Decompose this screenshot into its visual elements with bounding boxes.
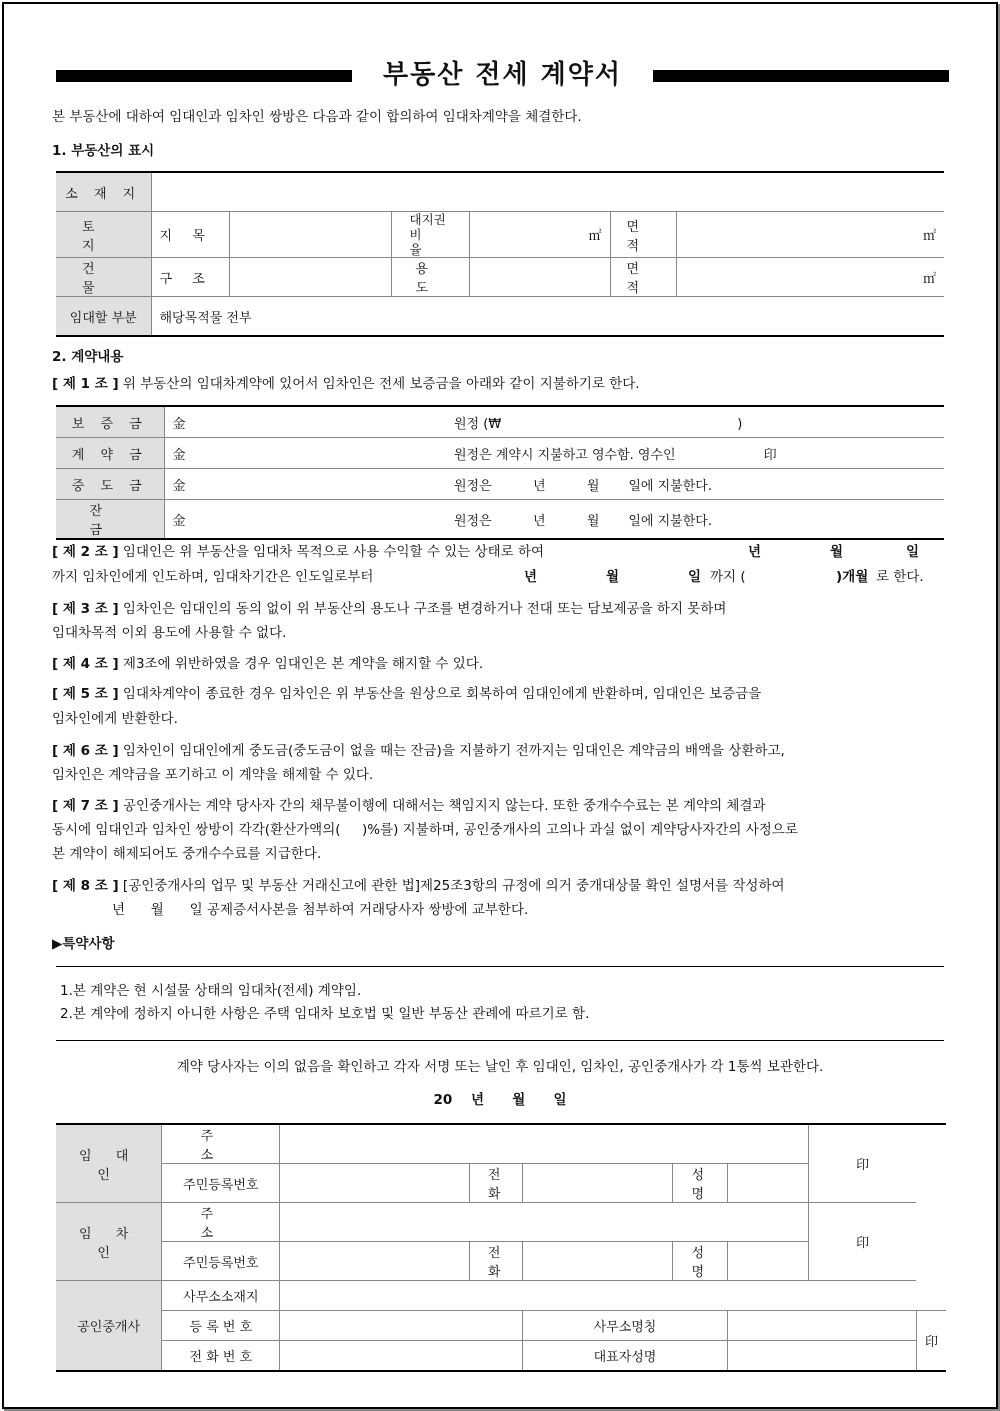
- article-4: [52, 656, 483, 673]
- divider: [56, 966, 944, 967]
- article-8-tag: [ 제 8 조 ]: [52, 878, 119, 894]
- title-row: [56, 58, 949, 92]
- lessor-address-label: 주 소: [162, 1124, 280, 1164]
- term-end-month: 월: [606, 569, 620, 585]
- office-address-label: 사무소소재지: [162, 1281, 280, 1311]
- payment-row: [56, 438, 944, 469]
- lessor-phone-label: 전 화: [470, 1164, 523, 1203]
- interim-payment-label: 중 도 금: [56, 469, 164, 500]
- lessee-name-label: 성 명: [672, 1242, 727, 1281]
- page-title: 부동산 전세 계약서: [382, 60, 623, 90]
- structure-value[interactable]: [229, 258, 391, 297]
- deposit-text: [446, 406, 944, 438]
- deposit-text-tail: ): [737, 416, 743, 432]
- payment-row: [56, 406, 944, 438]
- location-label: 소 재 지: [56, 172, 151, 212]
- article-7-line1: [52, 798, 766, 815]
- term-end-year: 년: [524, 569, 538, 585]
- lessor-name-value[interactable]: [727, 1164, 808, 1203]
- lessee-address-label: 주 소: [162, 1203, 280, 1242]
- land-type-value[interactable]: [229, 212, 391, 258]
- office-address-value[interactable]: [280, 1281, 917, 1311]
- article-7-text1: 공인중개사는 계약 당사자 간의 채무불이행에 대해서는 책임지지 않는다. 또한 중개수수료는 본 계약의 체결과: [122, 798, 766, 814]
- lessee-seal: 印: [808, 1203, 916, 1281]
- article-5-tag: [ 제 5 조 ]: [52, 686, 119, 702]
- land-area-label: 면 적: [610, 212, 676, 258]
- term-end-day: 일: [688, 569, 702, 585]
- lessor-address-value[interactable]: [280, 1124, 808, 1164]
- article-2-tag: [ 제 2 조 ]: [52, 544, 119, 560]
- office-phone-value[interactable]: [280, 1341, 523, 1372]
- lessee-name-value[interactable]: [727, 1242, 808, 1281]
- intro-text: 본 부동산에 대하여 임대인과 임차인 쌍방은 다음과 같이 합의하여 임대차계약을 체결한다.: [52, 109, 582, 125]
- broker-label: 공인중개사: [56, 1281, 162, 1372]
- divider: [56, 1040, 944, 1041]
- building-area-unit: ㎡: [922, 271, 936, 287]
- handover-month: 월: [830, 544, 844, 560]
- office-name-value[interactable]: [727, 1311, 916, 1341]
- contract-fee-amount[interactable]: 金: [164, 438, 446, 469]
- building-area-value[interactable]: [676, 258, 944, 297]
- lessor-phone-value[interactable]: [523, 1164, 673, 1203]
- land-ratio-value[interactable]: [469, 212, 610, 258]
- land-type-label: 지 목: [151, 212, 229, 258]
- land-area-unit: ㎡: [922, 229, 936, 244]
- special-term-2: 2.본 계약에 정하지 아니한 사항은 주택 임대차 보호법 및 일반 부동산 관례에 따르기로 함.: [60, 1006, 590, 1022]
- lessor-label: 임 대 인: [56, 1124, 162, 1203]
- structure-label: 구 조: [151, 258, 229, 297]
- payment-table: [56, 405, 944, 540]
- contract-fee-label: 계 약 금: [56, 438, 164, 469]
- payment-row: [56, 469, 944, 500]
- article-6-line1: [52, 743, 785, 760]
- article-4-text1: 제3조에 위반하였을 경우 임대인은 본 계약을 해지할 수 있다.: [122, 656, 484, 672]
- office-phone-label: 전 화 번 호: [162, 1341, 280, 1372]
- land-ratio-unit: ㎡: [588, 229, 602, 244]
- special-term-1: 1.본 계약은 현 시설물 상태의 임대차(전세) 계약임.: [60, 983, 362, 999]
- office-name-label: 사무소명칭: [523, 1311, 728, 1341]
- contract-date: 20 년 월 일: [433, 1092, 567, 1108]
- section2-heading: 2. 계약내용: [52, 349, 124, 365]
- deposit-amount[interactable]: 金: [164, 406, 446, 438]
- article-8-text1: [공인중개사의 업무 및 부동산 거래신고에 관한 법]제25조3항의 규정에 의거 중개대상물 확인 설명서를 작성하여: [122, 878, 785, 894]
- article-3-tag: [ 제 3 조 ]: [52, 601, 119, 617]
- article-2-text2: 까지 임차인에게 인도하며, 임대차기간은 인도일로부터: [52, 569, 374, 585]
- article-6-tag: [ 제 6 조 ]: [52, 743, 119, 759]
- article-3-line1: [52, 601, 726, 618]
- lessor-id-value[interactable]: [280, 1164, 470, 1203]
- article-2-line1: [52, 544, 544, 561]
- lessor-id-label: 주민등록번호: [162, 1164, 280, 1203]
- lessor-name-label: 성 명: [672, 1164, 727, 1203]
- land-area-value[interactable]: [676, 212, 944, 258]
- building-label: 건 물: [56, 258, 151, 297]
- deposit-text-main: 원정 (₩: [454, 416, 502, 432]
- use-value[interactable]: [469, 258, 610, 297]
- section1-heading: 1. 부동산의 표시: [52, 143, 155, 159]
- lease-part-label: 임대할 부분: [56, 297, 151, 337]
- title-bar-right: [653, 70, 949, 82]
- land-label: 토 지: [56, 212, 151, 258]
- land-ratio-label-2: 비 율: [409, 227, 428, 257]
- lessee-label: 임 차 인: [56, 1203, 162, 1281]
- handover-day: 일: [906, 544, 920, 560]
- broker-seal: 印: [916, 1311, 946, 1372]
- land-ratio-label-1: 대지권: [409, 212, 446, 227]
- article-1-text: 위 부동산의 임대차계약에 있어서 임차인은 전세 보증금을 아래와 같이 지불하기로 한다.: [122, 376, 640, 392]
- representative-name-value[interactable]: [727, 1341, 916, 1372]
- building-area-label: 면 적: [610, 258, 676, 297]
- article-6-text1: 임차인이 임대인에게 중도금(중도금이 없을 때는 잔금)을 지불하기 전까지는 임대인은 계약금의 배액을 상환하고,: [122, 743, 785, 759]
- article-3-text2: 임대차목적 이외 용도에 사용할 수 없다.: [52, 625, 287, 641]
- article-8-line1: [52, 878, 785, 895]
- balance-label: 잔 금: [56, 500, 164, 540]
- term-until-text: 까지 (: [710, 569, 746, 585]
- contract-fee-text: [446, 438, 944, 469]
- representative-name-label: 대표자성명: [523, 1341, 728, 1372]
- special-terms-heading: ▶특약사항: [52, 936, 115, 952]
- article-4-tag: [ 제 4 조 ]: [52, 656, 119, 672]
- payment-row: [56, 500, 944, 540]
- lessor-seal: 印: [808, 1124, 916, 1203]
- lease-part-value: 해당목적물 전부: [151, 297, 944, 337]
- article-5-line1: [52, 686, 761, 703]
- article-1-tag: [ 제 1 조 ]: [52, 376, 119, 392]
- signature-table: [56, 1123, 946, 1372]
- article-7-text3: 본 계약이 해제되어도 중개수수료를 지급한다.: [52, 846, 322, 862]
- title-bar-left: [56, 70, 352, 82]
- interim-payment-text: 원정은 년 월 일에 지불한다.: [446, 469, 944, 500]
- interim-payment-amount[interactable]: 金: [164, 469, 446, 500]
- article-2-text1: 임대인은 위 부동산을 임대차 목적으로 사용 수익할 수 있는 상태로 하여: [122, 544, 545, 560]
- balance-text: 원정은 년 월 일에 지불한다.: [446, 500, 944, 540]
- article-7-text2: 동시에 임대인과 임차인 쌍방이 각각(환산가액의( )%를) 지불하며, 공인중개사의 고의나 과실 없이 계약당사자간의 사정으로: [52, 822, 798, 838]
- location-value[interactable]: [151, 172, 944, 212]
- lessee-phone-label: 전 화: [470, 1242, 523, 1281]
- registration-number-value[interactable]: [280, 1311, 523, 1341]
- property-table: [56, 171, 944, 337]
- lessee-id-label: 주민등록번호: [162, 1242, 280, 1281]
- article-6-text2: 임차인은 계약금을 포기하고 이 계약을 해제할 수 있다.: [52, 767, 374, 783]
- use-label: 용 도: [391, 258, 469, 297]
- article-1: [52, 376, 640, 393]
- term-months: )개월: [836, 569, 869, 585]
- article-3-text1: 임차인은 임대인의 동의 없이 위 부동산의 용도나 구조를 변경하거나 전대 또는 담보제공을 하지 못하며: [122, 601, 727, 617]
- balance-amount[interactable]: 金: [164, 500, 446, 540]
- deposit-label: 보 증 금: [56, 406, 164, 438]
- lessee-phone-value[interactable]: [523, 1242, 673, 1281]
- closing-statement: 계약 당사자는 이의 없음을 확인하고 각자 서명 또는 날인 후 임대인, 임차인, 공인중개사가 각 1통씩 보관한다.: [176, 1059, 824, 1075]
- receiver-seal: 印: [763, 447, 777, 463]
- lessee-id-value[interactable]: [280, 1242, 470, 1281]
- land-ratio-label: [391, 212, 469, 258]
- article-5-text2: 임차인에게 반환한다.: [52, 711, 178, 727]
- contract-fee-text-main: 원정은 계약시 지불하고 영수함. 영수인: [454, 447, 676, 463]
- lessee-address-value[interactable]: [280, 1203, 808, 1242]
- article-7-tag: [ 제 7 조 ]: [52, 798, 119, 814]
- registration-number-label: 등 록 번 호: [162, 1311, 280, 1341]
- article-8-text2: 년 월 일 공제증서사본을 첨부하여 거래당사자 쌍방에 교부한다.: [112, 902, 529, 918]
- term-suffix: 로 한다.: [876, 569, 924, 585]
- handover-year: 년: [748, 544, 762, 560]
- article-5-text1: 임대차계약이 종료한 경우 임차인은 위 부동산을 원상으로 회복하여 임대인에게 반환하며, 임대인은 보증금을: [122, 686, 762, 702]
